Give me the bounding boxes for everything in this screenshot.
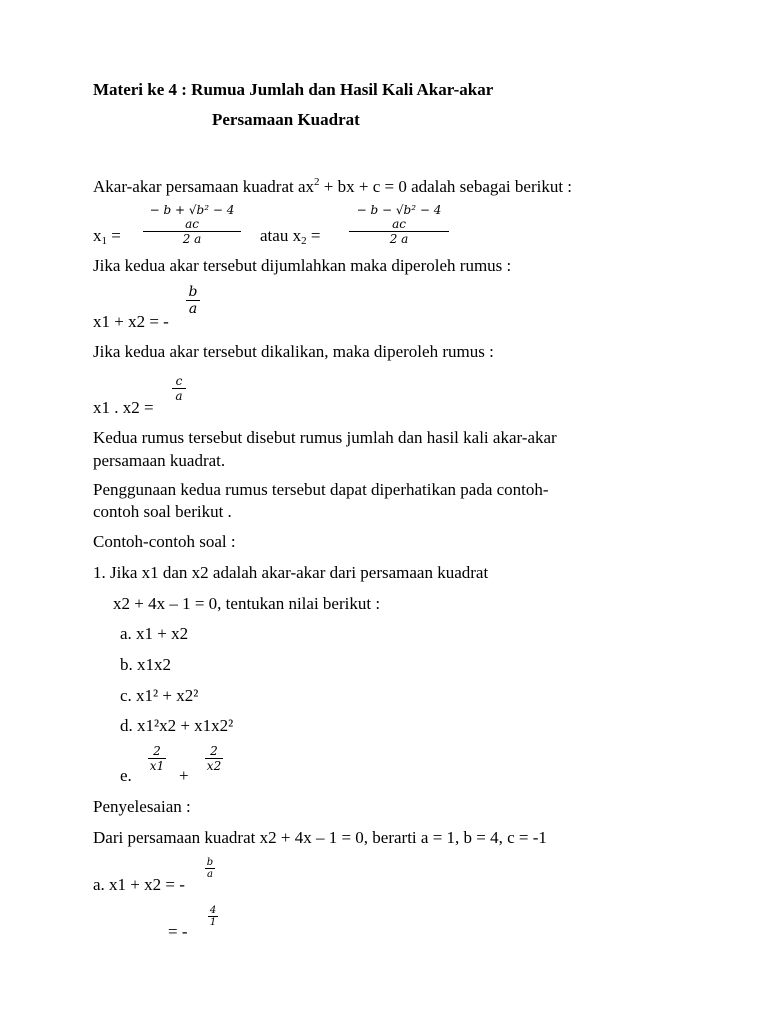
solution-line: Dari persamaan kuadrat x2 + 4x – 1 = 0, berarti a = 1, b = 4, c = -1	[93, 828, 547, 847]
solution-a-num: b	[206, 857, 214, 868]
item-d: d. x1²x2 + x1x2²	[120, 716, 234, 735]
x1-fraction	[143, 203, 241, 246]
product-fraction	[172, 374, 186, 403]
atau-text: atau x	[260, 226, 302, 245]
x2-sub: 2	[301, 235, 307, 247]
para2-line2: contoh soal berikut .	[93, 502, 232, 521]
x1-denominator: 2 a	[182, 232, 202, 246]
solution-heading: Penyelesaian :	[93, 797, 191, 816]
title-line-2: Persamaan Kuadrat	[212, 110, 360, 129]
item-e-label: e.	[120, 766, 132, 785]
problem1-line2: x2 + 4x – 1 = 0, tentukan nilai berikut :	[113, 594, 381, 613]
problem1-line1: 1. Jika x1 dan x2 adalah akar-akar dari persamaan kuadrat	[93, 563, 489, 582]
e-den-1: x1	[149, 759, 165, 773]
item-e-fraction-1	[148, 744, 166, 773]
solution-a2-fraction	[208, 905, 218, 928]
sum-fraction	[186, 284, 200, 317]
e-num-2: 2	[210, 744, 218, 758]
x1-numerator: − b + √b² − 4 ac	[149, 203, 235, 231]
e-num-1: 2	[153, 744, 161, 758]
title-line-1: Materi ke 4 : Rumua Jumlah dan Hasil Kali Akar-akar	[93, 80, 494, 99]
x2-denominator: 2 a	[389, 232, 409, 246]
x2-eq: =	[306, 226, 321, 245]
solution-a2-den: 1	[209, 917, 217, 928]
product-num: c	[175, 374, 183, 388]
e-den-2: x2	[206, 759, 222, 773]
item-e-plus: +	[179, 766, 189, 785]
item-e-fraction-2	[205, 744, 223, 773]
product-intro: Jika kedua akar tersebut dikalikan, maka diperoleh rumus :	[93, 342, 494, 361]
para2-line1: Penggunaan kedua rumus tersebut dapat diperhatikan pada contoh-	[93, 480, 549, 499]
item-c: c. x1² + x2²	[120, 686, 199, 705]
item-b: b. x1x2	[120, 655, 171, 674]
sum-den: a	[188, 301, 198, 317]
x2-numerator: − b − √b² − 4 ac	[356, 203, 442, 231]
x1-sub: 1	[101, 235, 107, 247]
solution-a2-lhs: = -	[168, 922, 188, 941]
x2-fraction	[349, 203, 449, 246]
solution-a-lhs: a. x1 + x2 = -	[93, 875, 185, 894]
para1-line2: persamaan kuadrat.	[93, 451, 226, 470]
sum-intro: Jika kedua akar tersebut dijumlahkan maka diperoleh rumus :	[93, 256, 512, 275]
product-lhs: x1 . x2 =	[93, 398, 154, 417]
sum-num: b	[188, 284, 198, 300]
sum-lhs: x1 + x2 = -	[93, 312, 169, 331]
x1-var: x	[93, 226, 102, 245]
intro-text	[93, 172, 572, 197]
x1-eq: =	[107, 226, 121, 245]
intro-exp: 2	[314, 176, 320, 188]
intro-post: + bx + c = 0 adalah sebagai berikut :	[319, 177, 573, 196]
x1-label	[93, 226, 121, 251]
solution-a2-num: 4	[209, 905, 217, 916]
product-den: a	[175, 389, 183, 403]
intro-pre: Akar-akar persamaan kuadrat ax	[93, 177, 315, 196]
solution-a-fraction	[205, 857, 215, 880]
examples-heading: Contoh-contoh soal :	[93, 532, 236, 551]
item-a: a. x1 + x2	[120, 624, 189, 643]
para1-line1: Kedua rumus tersebut disebut rumus jumlah dan hasil kali akar-akar	[93, 428, 557, 447]
x2-label	[260, 226, 320, 251]
solution-a-den: a	[207, 869, 213, 880]
